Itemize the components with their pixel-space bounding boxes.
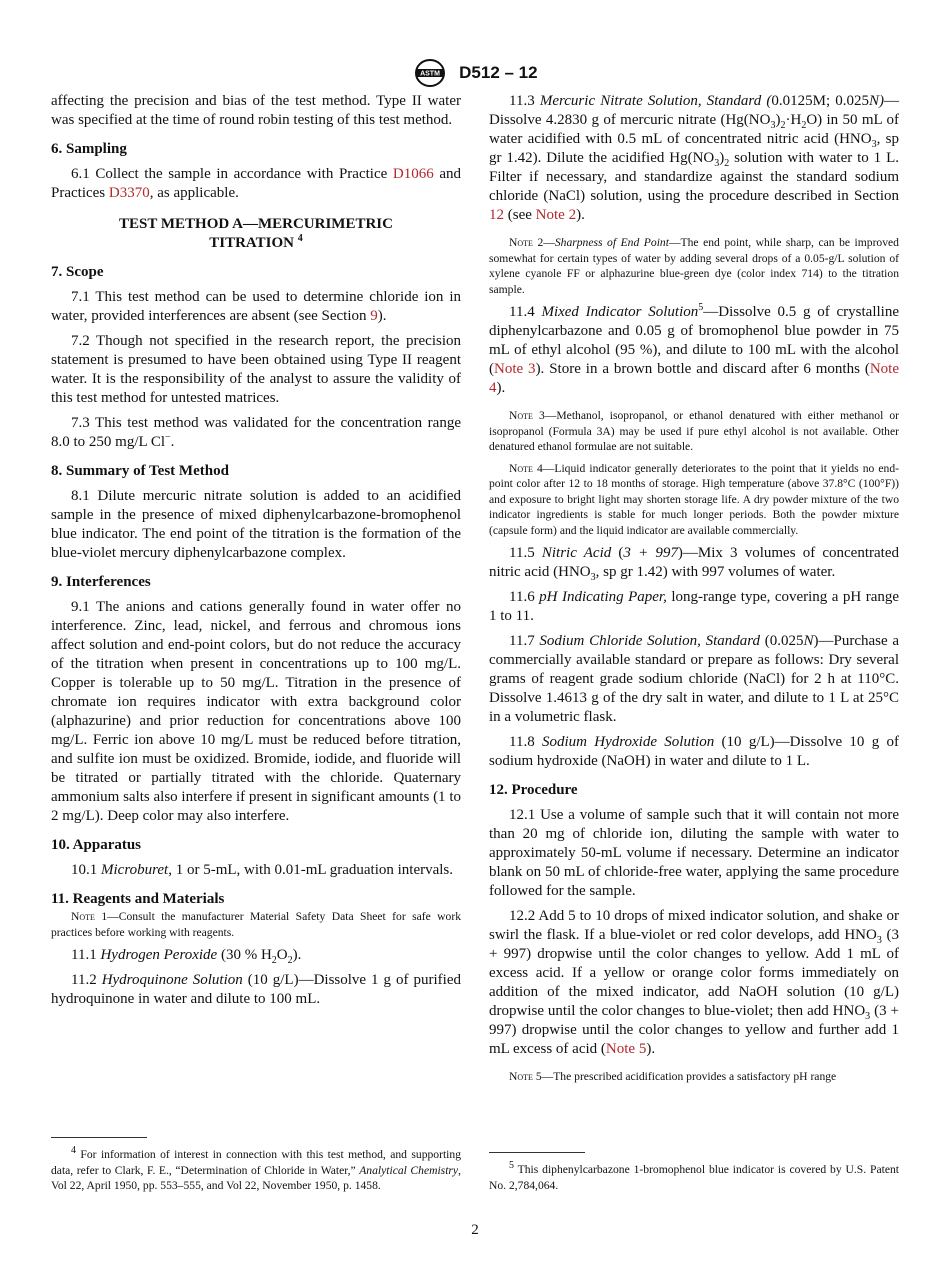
footnote-ref-5[interactable]: 5 [698, 302, 704, 313]
para-11-1: 11.1 Hydrogen Peroxide (30 % $H_2O_2$). [71, 947, 302, 966]
section-7-title: 7. Scope [51, 264, 104, 280]
note-2: Note 2—Sharpness of End Point—The end point, while sharp, can be improved somewhat for certain types of water by adding several drops of a 0.05-g/L solution of xylene cyanole FF or alphazurine blue-green dye (color index 714) to the titration sample. [489, 236, 899, 296]
para-11-6: 11.6 pH Indicating Paper, long-range type, covering a pH range 1 to 11. [489, 589, 900, 624]
para-11-5: 11.5 Nitric Acid (3 + 997)—Mix 3 volumes of concentrated nitric acid ($HNO_3$, sp gr 1.42) with 997 volumes of water. [489, 545, 899, 583]
astm-logo-icon [412, 58, 448, 88]
link-d1066[interactable]: D1066 [392, 166, 434, 182]
left-column [51, 92, 461, 1015]
note-5: Note 5—The prescribed acidification provides a satisfactory pH range [509, 1070, 837, 1083]
link-note-4[interactable]: Note 4 [489, 361, 899, 396]
para-10-1: 10.1 Microburet, 1 or 5-mL, with 0.01-mL graduation intervals. [71, 862, 454, 878]
link-note-5[interactable]: Note 5 [605, 1041, 647, 1057]
document-id: D512 – 12 [459, 63, 538, 82]
footnote-4: $^4$ For information of interest in connection with this test method, and supporting data, refer to Clark, F. E., “Determination of Chloride in Water,” Analytical Chemistry, Vol 22, April 1950, pp. 553–555, and Vol 22, November 1950, p. 1458. [51, 1145, 461, 1192]
link-section-12[interactable]: 12 [489, 207, 504, 223]
link-section-9[interactable]: 9 [370, 308, 378, 324]
footnote-rule-right [489, 1152, 585, 1153]
para-7-3: 7.3 This test method was validated for the concentration range 8.0 to 250 mg/L Cl−. [51, 415, 461, 450]
para-9-1: 9.1 The anions and cations generally found in water offer no interference. Zinc, lead, nickel, and ferrous and chromous ions affect solution and end-point colors, but do not reduce the accuracy of the titration when present in concentrations up to 100 mg/L. Copper is tolerable up to 50 mg/L. Titration in the presence of chromate ion requires indicator with extra background color (alphazurine) and prior reduction for concentrations above 100 mg/L. Ferric ion above 10 mg/L must be reduced before titration, and sulfite ion must be oxidized. Bromide, iodide, and fluoride will be titrated or partially titrated with the chloride. Quaternary ammonium salts also interfere if present in significant amounts (1 to 2 mg/L). Deep color may also interfere. [51, 599, 461, 824]
section-12-title: 12. Procedure [489, 782, 578, 798]
page-header [0, 58, 950, 88]
method-a-title: TEST METHOD A—MERCURIMETRIC TITRATION $^4$ [119, 216, 393, 251]
para-11-2: 11.2 Hydroquinone Solution (10 g/L)—Dissolve 1 g of purified hydroquinone in water and dilute to 100 mL. [51, 972, 461, 1007]
note-4: Note 4—Liquid indicator generally deteriorates to the point that it yields no end-point color after 12 to 18 months of storage. High temperature (above 37.8°C (100°F)) and exposure to bright light may shorten storage life. A dry powder mixture of the two indicator ingredients is stable for much longer periods. Both the powder mixture (capsule form) and the liquid indicator are available commercially. [489, 461, 899, 537]
note-3: Note 3—Methanol, isopropanol, or ethanol denatured with either methanol or isopropanol (Formula 3A) may be used if pure ethyl alcohol is not available. Other denatured ethanol formulae are not suitable. [489, 409, 899, 453]
para-8-1: 8.1 Dilute mercuric nitrate solution is added to an acidified sample in the presence of mixed diphenylcarbazone-bromophenol blue indicator. The end point of the titration is the formation of the blue-violet mercury diphenylcarbazone complex. [51, 488, 461, 561]
section-6-title: 6. Sampling [51, 141, 127, 157]
section-11-title: 11. Reagents and Materials [51, 891, 225, 907]
page-number: 2 [471, 1222, 479, 1238]
para-6-1: 6.1 Collect the sample in accordance with Practice D1066 and Practices D3370, as applicable. [51, 166, 461, 201]
para-11-3: 11.3 Mercuric Nitrate Solution, Standard (0.0125M; 0.025N)—Dissolve 4.2830 g of mercuric nitrate $(Hg(NO_3)_2\cdot H_2O)$ in 50 mL of water acidified with 0.5 mL of concentrated nitric acid ($HNO_3$, sp gr 1.42). Dilute the acidified $Hg(NO_3)_2$ solution with water to 1 L. Filter if necessary, and standardize against the standard sodium chloride (NaCl) solution, using the procedure described in Section 12 (see Note 2). [489, 93, 900, 223]
link-note-2[interactable]: Note 2 [535, 207, 577, 223]
note-1: Note 1—Consult the manufacturer Material Safety Data Sheet for safe work practices before working with reagents. [51, 910, 461, 939]
section-8-title: 8. Summary of Test Method [51, 463, 229, 479]
para-11-7: 11.7 Sodium Chloride Solution, Standard (0.025N)—Purchase a commercially available standard or prepare as follows: Dry several grams of reagent grade sodium chloride (NaCl) for 2 h at 110°C. Dissolve 1.4613 g of the dry salt in water, and dilute to 1 L at 25°C in a volumetric flask. [489, 633, 899, 725]
right-column [489, 92, 899, 1091]
para-11-4: 11.4 Mixed Indicator Solution$^5$—Dissolve 0.5 g of crystalline diphenylcarbazone and 0.05 g of bromophenol blue powder in 75 mL of ethyl alcohol (95 %), and dilute to 100 mL with the alcohol (Note 3). Store in a brown bottle and discard after 6 months (Note 4). [489, 302, 899, 396]
footnote-rule-left [51, 1137, 147, 1138]
section-9-title: 9. Interferences [51, 574, 151, 590]
para-12-2: 12.2 Add 5 to 10 drops of mixed indicator solution, and shake or swirl the flask. If a blue-violet or red color develops, add $HNO_3$ (3 + 997) dropwise until the color changes to yellow. Add 1 mL of excess acid. If a yellow or orange color forms immediately on addition of the mixed indicator, add NaOH solution (10 g/L) dropwise until the color changes to blue-violet; then add $HNO_3$ (3 + 997) dropwise until the color changes to yellow and further add 1 mL excess of acid (Note 5). [489, 908, 900, 1057]
footnote-ref-4[interactable]: 4 [297, 233, 303, 244]
para-7-2: 7.2 Though not specified in the research report, the precision statement is presumed to have been obtained using Type II reagent water. It is the responsibility of the analyst to assure the validity of this test method for untested matrices. [51, 333, 461, 406]
link-d3370[interactable]: D3370 [108, 185, 150, 201]
link-note-3[interactable]: Note 3 [494, 361, 536, 377]
continued-paragraph: affecting the precision and bias of the test method. Type II water was specified at the time of round robin testing of this test method. [51, 93, 461, 128]
para-12-1: 12.1 Use a volume of sample such that it will contain not more than 20 mg of chloride ion, diluting the sample with water to approximately 50-mL volume if necessary. Determine an indicator blank on 50 mL of chloride-free water, applying the same procedure followed for the sample. [489, 807, 899, 899]
section-10-title: 10. Apparatus [51, 837, 142, 853]
logo-text: ASTM [420, 70, 441, 78]
para-7-1: 7.1 This test method can be used to determine chloride ion in water, provided interferences are absent (see Section 9). [51, 289, 461, 324]
footnote-5: $^5$ This diphenylcarbazone 1-bromophenol blue indicator is covered by U.S. Patent No. 2,784,064. [489, 1160, 899, 1192]
para-11-8: 11.8 Sodium Hydroxide Solution (10 g/L)—Dissolve 10 g of sodium hydroxide (NaOH) in water and dilute to 1 L. [489, 734, 899, 769]
